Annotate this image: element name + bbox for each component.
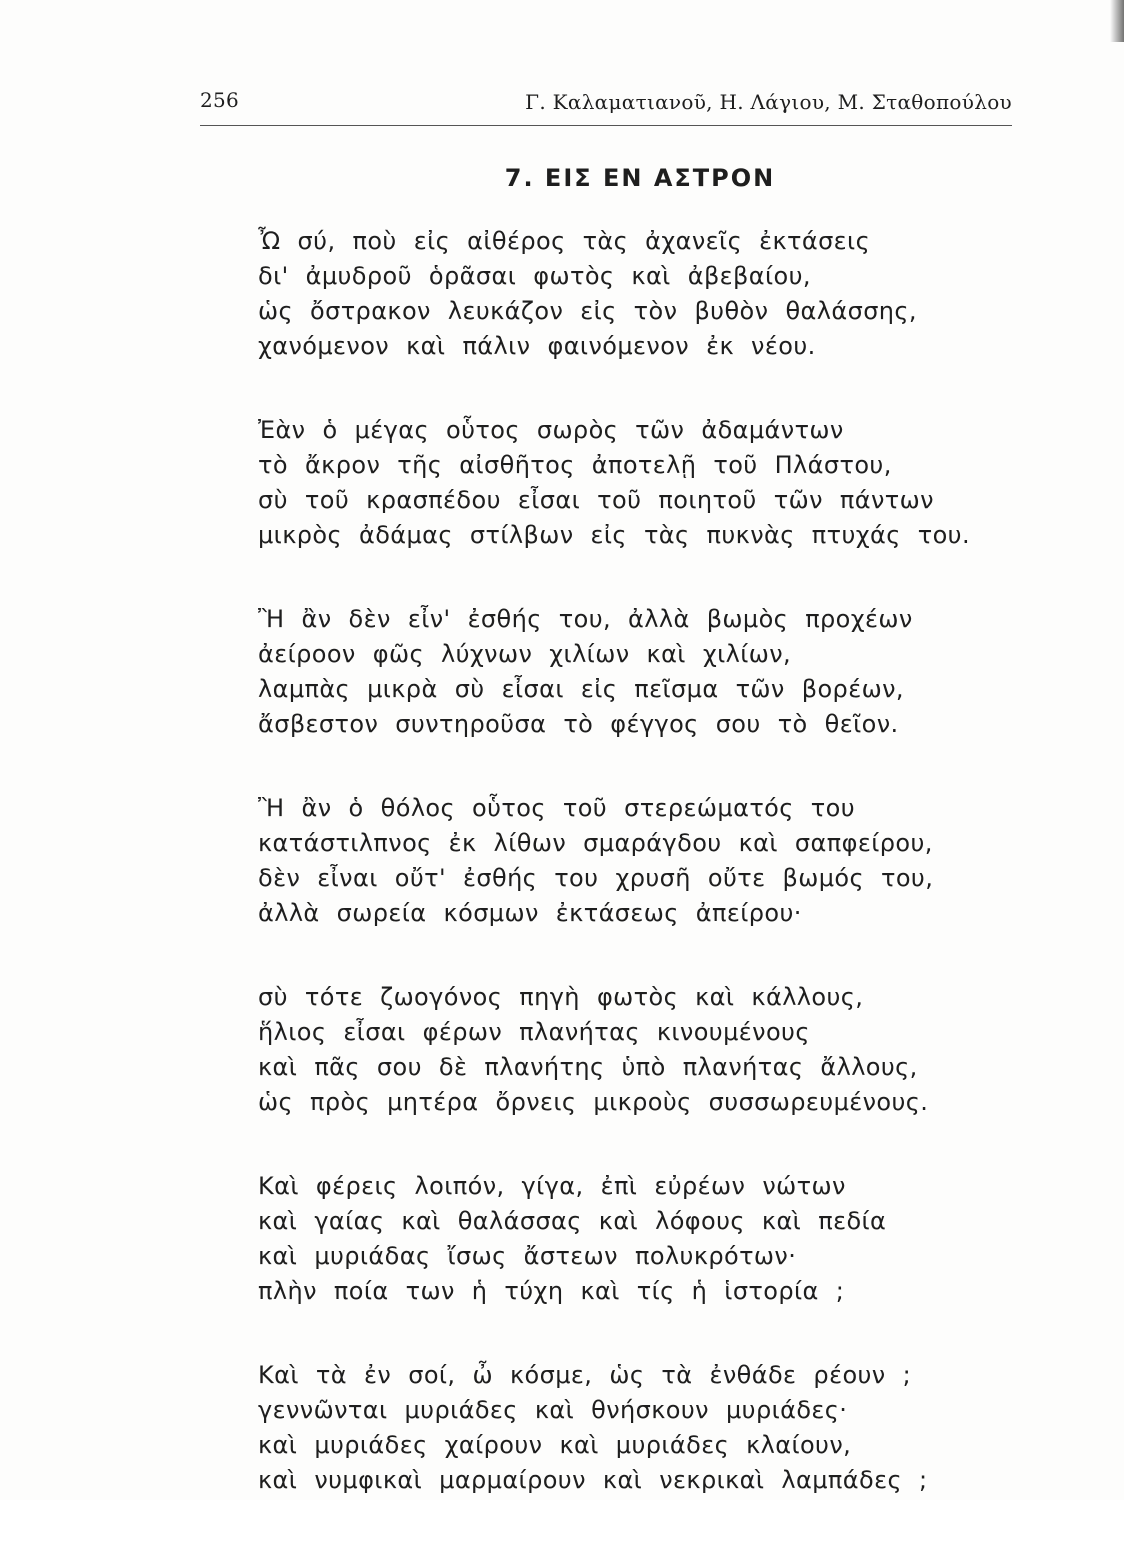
verse-line: Καὶ φέρεις λοιπόν, γίγα, ἐπὶ εὐρέων νώτων [258, 1172, 846, 1200]
verse-line: γεννῶνται μυριάδες καὶ θνήσκουν μυριάδες· [258, 1396, 848, 1424]
verse-line: δὲν εἶναι οὔτ' ἐσθής του χρυσῆ οὔτε βωμός του, [258, 864, 934, 892]
running-head [200, 88, 1012, 122]
running-head-authors: Γ. Καλαματιανοῦ, Η. Λάγιου, Μ. Σταθοπούλου [525, 90, 1012, 114]
verse-line: Ἢ ἂν δὲν εἶν' ἐσθής του, ἀλλὰ βωμὸς προχέων [258, 605, 913, 633]
verse-line: ἀείροον φῶς λύχνων χιλίων καὶ χιλίων, [258, 640, 792, 668]
verse-line: χανόμενον καὶ πάλιν φαινόμενον ἐκ νέου. [258, 332, 816, 360]
stanza [258, 413, 998, 553]
verse-line: πλὴν ποία των ἡ τύχη καὶ τίς ἡ ἱστορία ; [258, 1277, 845, 1305]
scan-edge-shadow [1110, 0, 1124, 42]
verse-line: καὶ νυμφικαὶ μαρμαίρουν καὶ νεκρικαὶ λαμπάδες ; [258, 1466, 928, 1494]
verse-line: ἄσβεστον συντηροῦσα τὸ φέγγος σου τὸ θεῖον. [258, 710, 899, 738]
verse-line: Ὦ σύ, ποὺ εἰς αἰθέρος τὰς ἀχανεῖς ἐκτάσεις [258, 227, 871, 255]
verse-line: ὡς ὄστρακον λευκάζον εἰς τὸν βυθὸν θαλάσσης, [258, 297, 917, 325]
verse-line: καὶ πᾶς σου δὲ πλανήτης ὑπὸ πλανήτας ἄλλους, [258, 1053, 918, 1081]
stanza [258, 602, 998, 742]
verse-line: κατάστιλπνος ἐκ λίθων σμαράγδου καὶ σαπφείρου, [258, 829, 933, 857]
verse-line: καὶ μυριάδας ἴσως ἄστεων πολυκρότων· [258, 1242, 797, 1270]
verse-line: Ἐὰν ὁ μέγας οὗτος σωρὸς τῶν ἀδαμάντων [258, 416, 844, 444]
verse-line: λαμπὰς μικρὰ σὺ εἶσαι εἰς πεῖσμα τῶν βορέων, [258, 675, 904, 703]
stanza [258, 1358, 998, 1498]
verse-line: σὺ τοῦ κρασπέδου εἶσαι τοῦ ποιητοῦ τῶν πάντων [258, 486, 934, 514]
page-number: 256 [200, 88, 240, 112]
verse-line: Ἢ ἂν ὁ θόλος οὗτος τοῦ στερεώματός του [258, 794, 855, 822]
stanza [258, 224, 998, 364]
verse-line: μικρὸς ἀδάμας στίλβων εἰς τὰς πυκνὰς πτυχάς του. [258, 521, 970, 549]
poem-title: 7. ΕΙΣ ΕΝ ΑΣΤΡΟΝ [504, 164, 776, 192]
poem-body [258, 224, 998, 1547]
verse-line: τὸ ἄκρον τῆς αἰσθῆτος ἀποτελῇ τοῦ Πλάστου, [258, 451, 892, 479]
verse-line: δι' ἀμυδροῦ ὁρᾶσαι φωτὸς καὶ ἀβεβαίου, [258, 262, 811, 290]
verse-line: σὺ τότε ζωογόνος πηγὴ φωτὸς καὶ κάλλους, [258, 983, 864, 1011]
verse-line: ἥλιος εἶσαι φέρων πλανήτας κινουμένους [258, 1018, 810, 1046]
verse-line: ὡς πρὸς μητέρα ὄρνεις μικροὺς συσσωρευμένους. [258, 1088, 929, 1116]
verse-line: ἀλλὰ σωρεία κόσμων ἐκτάσεως ἀπείρου· [258, 899, 802, 927]
verse-line: καὶ μυριάδες χαίρουν καὶ μυριάδες κλαίουν, [258, 1431, 852, 1459]
header-rule [200, 125, 1012, 126]
verse-line: Καὶ τὰ ἐν σοί, ὦ κόσμε, ὡς τὰ ἐνθάδε ρέουν ; [258, 1361, 912, 1389]
verse-line: καὶ γαίας καὶ θαλάσσας καὶ λόφους καὶ πεδία [258, 1207, 887, 1235]
stanza [258, 1169, 998, 1309]
stanza [258, 791, 998, 931]
stanza [258, 980, 998, 1120]
